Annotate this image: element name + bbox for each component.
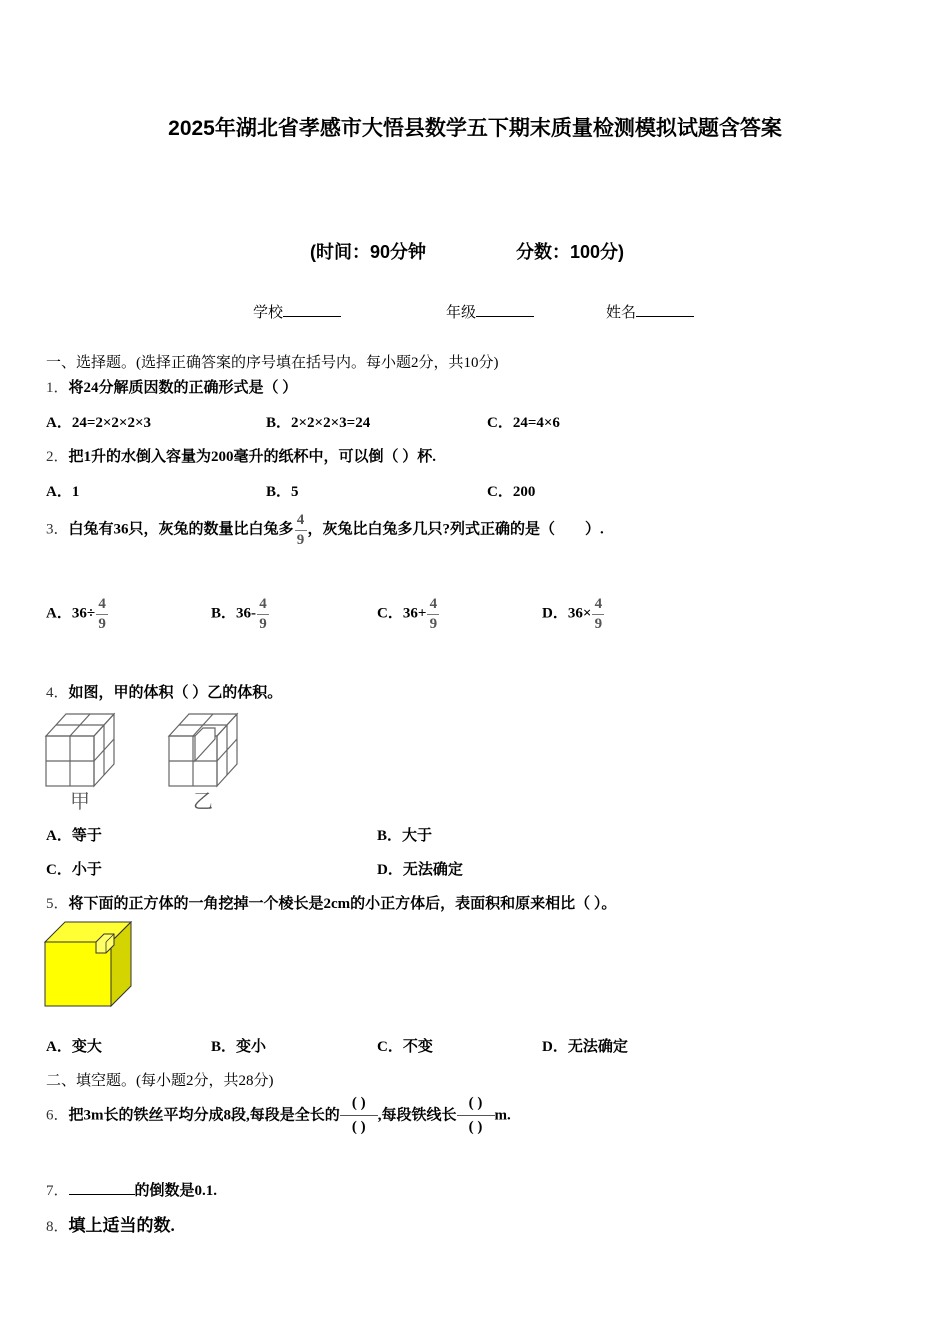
q4-option-c[interactable]: C．小于 [46, 862, 102, 878]
question-number: 4． [46, 685, 69, 701]
question-text-cont: ，灰兔比白兔多几只?列式正确的是（ ）. [307, 521, 604, 538]
school-field[interactable] [253, 301, 341, 322]
q1-option-a[interactable]: A．24=2×2×2×3 [46, 415, 152, 431]
section2-heading: 二、填空题。(每小题2分，共28分) [46, 1073, 274, 1089]
q1-option-c[interactable]: C．24=4×6 [487, 415, 560, 431]
question-number: 8． [46, 1219, 69, 1235]
name-field[interactable] [606, 301, 694, 322]
name-label: 姓名 [606, 305, 637, 321]
question-number: 1． [46, 380, 69, 396]
yellow-cube-figure [44, 921, 134, 1009]
total-score: 分数：100分) [516, 242, 625, 262]
question-text: 把3m长的铁丝平均分成8段,每段是全长的 [68, 1107, 340, 1124]
time-limit: (时间：90分钟 [310, 242, 427, 262]
cube-figure-jia-yi [40, 706, 260, 814]
question-text-cont: ,每段铁线长 [377, 1107, 457, 1124]
label-yi: 乙 [193, 789, 213, 813]
q3-option-a[interactable]: A．36÷ $\frac{4}{9}$ [46, 596, 109, 632]
page-title: 2025年湖北省孝感市大悟县数学五下期末质量检测模拟试题含答案 [168, 117, 782, 140]
school-label: 学校 [253, 305, 284, 321]
question-text: 将24分解质因数的正确形式是（ ） [68, 380, 298, 396]
fraction-blank-1[interactable]: ( ) ( ) [340, 1094, 378, 1138]
q3-option-c[interactable]: C．36+ $\frac{4}{9}$ [377, 596, 440, 632]
question-number: 3． [46, 521, 69, 538]
grade-label: 年级 [446, 305, 477, 321]
grade-field[interactable] [446, 301, 534, 322]
question-7 [46, 1179, 217, 1200]
q5-option-a[interactable]: A．变大 [46, 1039, 102, 1055]
question-number: 2． [46, 449, 69, 465]
q4-option-d[interactable]: D．无法确定 [377, 862, 463, 878]
answer-blank[interactable] [69, 1194, 135, 1195]
label-jia: 甲 [70, 789, 90, 813]
q1-option-b[interactable]: B．2×2×2×3=24 [266, 415, 371, 431]
section1-heading: 一、选择题。(选择正确答案的序号填在括号内。每小题2分，共10分) [46, 355, 499, 371]
question-text: 将下面的正方体的一角挖掉一个棱长是2cm的小正方体后，表面积和原来相比（ ）。 [68, 896, 617, 912]
fraction: $\frac{4}{9}$ [294, 512, 308, 548]
question-number: 5． [46, 896, 69, 912]
q4-option-a[interactable]: A．等于 [46, 828, 102, 844]
question-8 [46, 1211, 175, 1236]
question-text: 的倒数是0.1. [134, 1183, 218, 1199]
question-text: 填上适当的数. [68, 1216, 175, 1235]
question-2 [46, 445, 436, 466]
question-1 [46, 376, 297, 397]
q2-option-c[interactable]: C．200 [487, 484, 536, 500]
q5-option-b[interactable]: B．变小 [211, 1039, 267, 1055]
q3-option-d[interactable]: D．36× $\frac{4}{9}$ [542, 596, 605, 632]
question-5 [46, 892, 616, 913]
question-number: 6． [46, 1107, 69, 1124]
question-3 [46, 512, 604, 548]
question-text: 把1升的水倒入容量为200毫升的纸杯中，可以倒（ ）杯. [68, 449, 437, 465]
question-text: 如图，甲的体积（ ）乙的体积。 [68, 685, 283, 701]
question-6 [46, 1094, 511, 1138]
q3-option-b[interactable]: B．36- $\frac{4}{9}$ [211, 596, 270, 632]
question-text-end: m. [494, 1107, 511, 1124]
question-number: 7． [46, 1183, 69, 1199]
q4-option-b[interactable]: B．大于 [377, 828, 433, 844]
question-text: 白兔有36只，灰兔的数量比白兔多 [68, 521, 294, 538]
q2-option-a[interactable]: A．1 [46, 484, 80, 500]
fraction-blank-2[interactable]: ( ) ( ) [457, 1094, 495, 1138]
question-4 [46, 681, 282, 702]
q2-option-b[interactable]: B．5 [266, 484, 299, 500]
q5-option-c[interactable]: C．不变 [377, 1039, 433, 1055]
q5-option-d[interactable]: D．无法确定 [542, 1039, 628, 1055]
